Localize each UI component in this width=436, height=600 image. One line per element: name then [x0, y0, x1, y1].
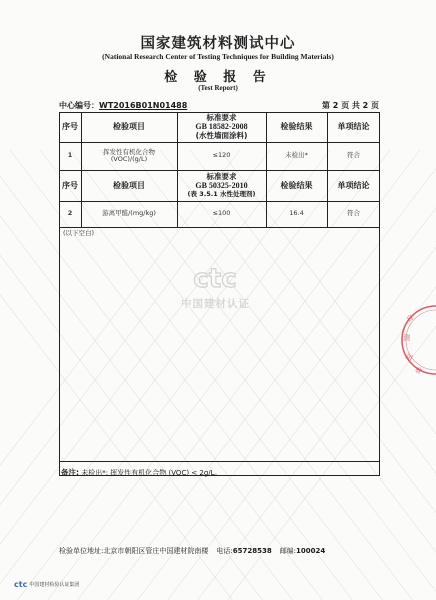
- zip-value: 100024: [296, 547, 326, 555]
- ctc-logo-icon: ctc: [14, 580, 28, 589]
- footer-logo: [14, 580, 79, 589]
- svg-text:章: 章: [412, 365, 424, 377]
- center-no-label: 中心编号：: [59, 101, 99, 110]
- t1-header-seq: 序号: [62, 122, 78, 132]
- results-table: [59, 112, 380, 597]
- t1-row-conclusion: 符合: [347, 151, 360, 160]
- t1-header-item: 检验项目: [113, 122, 145, 132]
- t1-std-name: 标准要求: [206, 112, 237, 122]
- watermark-org-text: 中国建材认证: [181, 298, 250, 310]
- address-label: 检验单位地址:: [59, 547, 104, 555]
- remark-text: 未检出*: 挥发性有机化合物 (VOC) < 2g/L。: [79, 469, 222, 477]
- meta-row: [59, 100, 379, 111]
- t1-row-item: [81, 142, 177, 170]
- t2-std-name: 标准要求: [206, 171, 237, 181]
- logo-org-name: 中国建材检验认证集团: [29, 582, 80, 588]
- tel-value: 65728538: [232, 547, 272, 555]
- t2-row-seq: 2: [67, 209, 73, 218]
- t1-item-line2: (VOC)/(g/L): [110, 155, 148, 163]
- footer-address-line: [59, 546, 325, 556]
- report-subtitle: (Test Report): [198, 84, 238, 92]
- svg-text:自: 自: [405, 313, 416, 324]
- page-indicator: 第 2 页 共 2 页: [321, 101, 379, 110]
- seal-stamp-fragment: [392, 300, 436, 380]
- t2-header-item: 检验项目: [113, 180, 145, 190]
- table-rule: [59, 461, 380, 462]
- t1-std-code: GB 18582-2008: [195, 122, 248, 132]
- svg-text:测: 测: [403, 334, 410, 342]
- tel-label: 电话:: [216, 547, 233, 555]
- table-rule: [59, 227, 380, 228]
- address-value: 北京市朝阳区管庄中国建材院南楼: [103, 547, 209, 555]
- ctc-watermark-text: ctc: [193, 264, 237, 294]
- t2-header-conclusion: 单项结论: [337, 180, 370, 190]
- t2-row-requirement: ≤100: [212, 209, 231, 218]
- t1-header-result: 检验结果: [280, 122, 313, 132]
- org-subtitle: (National Research Center of Testing Techniques for Building Materials): [102, 52, 334, 61]
- t1-row-requirement: ≤120: [212, 151, 231, 160]
- t2-header-seq: 序号: [62, 180, 78, 190]
- org-title: 国家建筑材料测试中心: [140, 36, 296, 52]
- center-no: WT2016B01N01488: [99, 101, 188, 110]
- t1-row-seq: 1: [67, 151, 73, 160]
- t2-header-standard: [177, 170, 266, 201]
- blank-below-note: (以下空白): [63, 229, 95, 237]
- t2-row-item: 游离甲醛/(mg/kg): [102, 209, 156, 218]
- t1-header-standard: [177, 112, 266, 142]
- t1-row-result: 未检出*: [285, 151, 308, 160]
- t2-std-note: (表 3.5.1 水性处理剂): [187, 189, 256, 198]
- remark-label: 备注:: [61, 468, 79, 477]
- zip-label: 邮编:: [279, 547, 297, 555]
- t2-row-conclusion: 符合: [347, 209, 360, 218]
- t1-header-conclusion: 单项结论: [337, 122, 370, 132]
- t2-std-code: GB 50325-2010: [195, 181, 248, 191]
- t2-header-result: 检验结果: [280, 180, 313, 190]
- svg-text:用: 用: [404, 352, 414, 363]
- t1-std-note: (水性墙面涂料): [195, 130, 248, 140]
- remark-row: [61, 467, 222, 478]
- report-title: 检 验 报 告: [164, 70, 272, 85]
- t2-row-result: 16.4: [289, 209, 304, 218]
- t1-item-line1: 挥发性有机化合物: [103, 147, 155, 156]
